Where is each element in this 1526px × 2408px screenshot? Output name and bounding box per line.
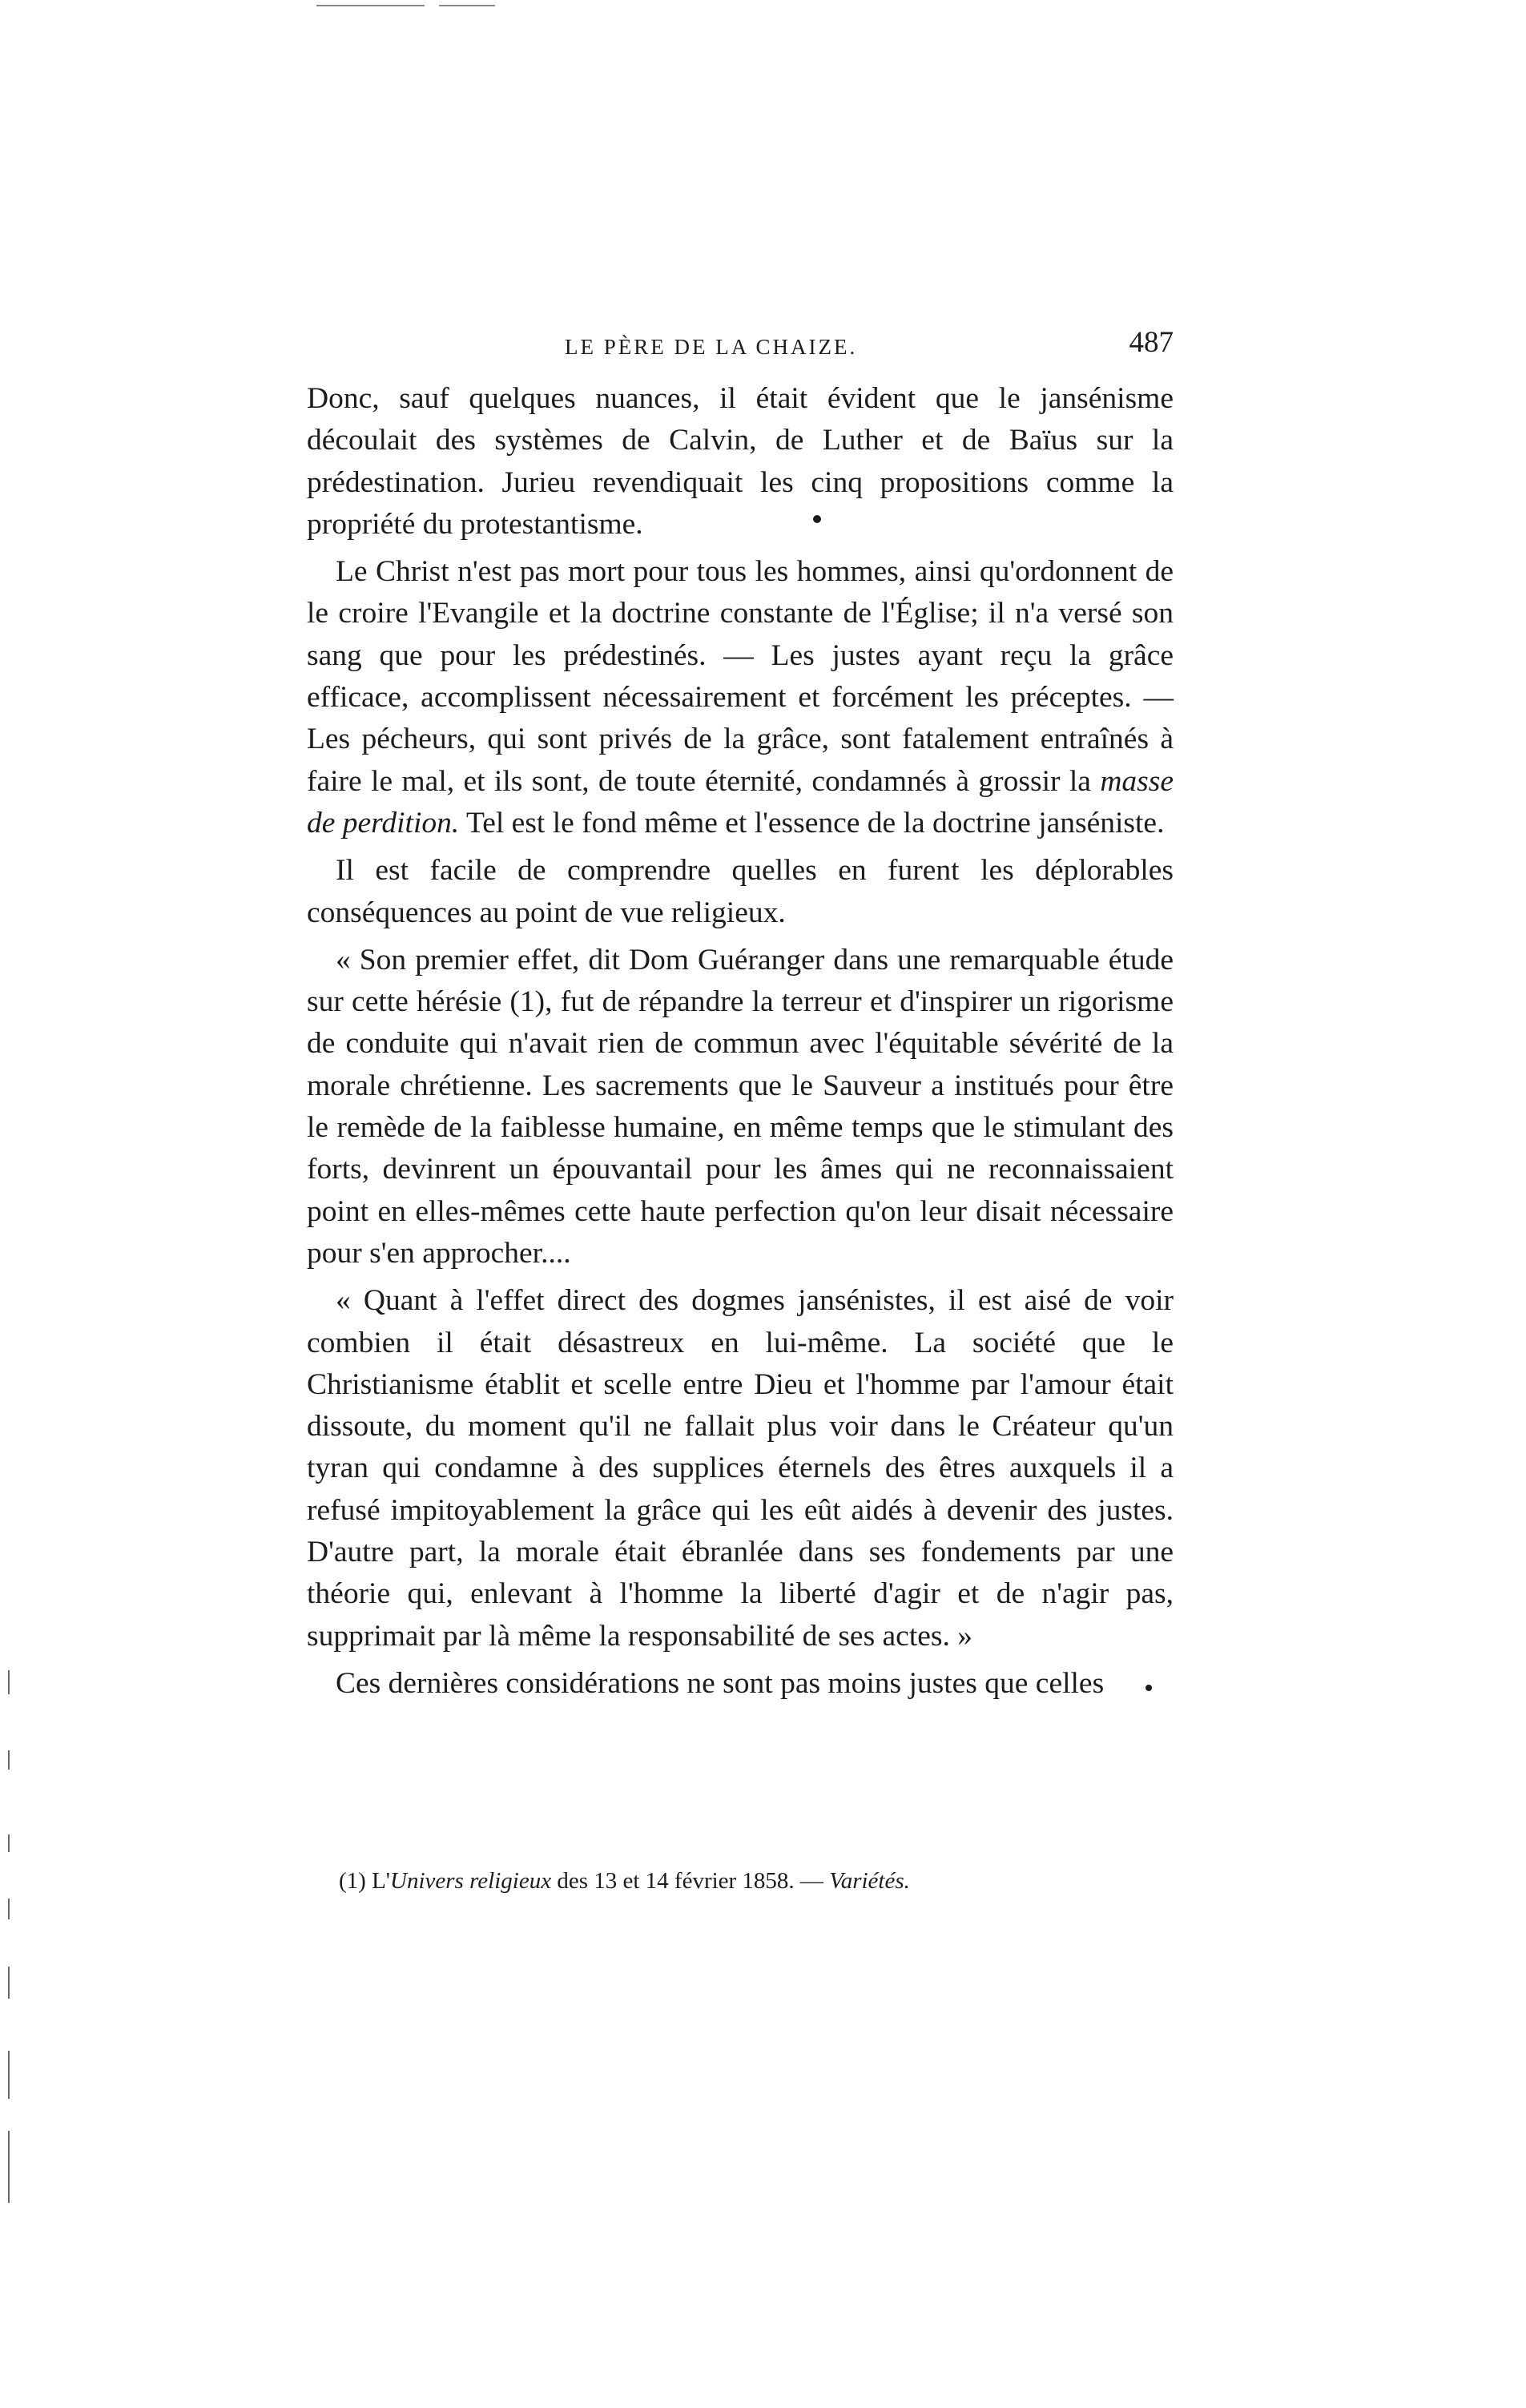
footnote-marker: (1) L' — [339, 1868, 391, 1894]
margin-scan-mark — [8, 2131, 10, 2203]
footnote-section: Variétés. — [829, 1868, 910, 1894]
paragraph-text: « Quant à l'effet direct des dogmes jansénistes, il est aisé de voir combien il était désastreux en lui-même. La société que le Christianisme établit et scelle entre Dieu et l'homme par l'amour était dissoute, du moment qu'il ne fallait plus voir dans le Créateur qu'un tyran qui condamne à des supplices éternels des êtres auxquels il a refusé impitoyablement la grâce qui les eût aidés à devenir des justes. D'autre part, la morale était ébranlée dans ses fondements par une théorie qui, enlevant à l'homme la liberté d'agir et de n'agir pas, supprimait par là même la responsabilité de ses actes. » — [307, 1284, 1174, 1653]
footnote — [339, 1865, 1174, 1897]
paragraph — [307, 940, 1174, 1274]
paragraph-text: Le Christ n'est pas mort pour tous les hommes, ainsi qu'ordonnent de le croire l'Evangile et la doctrine constante de l'Église; il n'a versé son sang que pour les prédestinés. — Les justes ayant reçu la grâce efficace, accomplissent nécessairement et forcément les préceptes. — Les pécheurs, qui sont privés de la grâce, sont fatalement entraînés à faire le mal, et ils sont, de toute éternité, condamnés à grossir la — [307, 555, 1174, 798]
paragraph — [307, 378, 1174, 546]
top-scan-rule — [439, 5, 495, 6]
paragraph-text: « Son premier effet, dit Dom Guéranger dans une remarquable étude sur cette hérésie (1), fut de répandre la terreur et d'inspirer un rigorisme de conduite qui n'avait rien de commun avec l'équitable sévérité de la morale chrétienne. Les sacrements que le Sauveur a institués pour être le remède de la faiblesse humaine, en même temps que le stimulant des forts, devinrent un épouvantail pour les âmes qui ne reconnaissaient point en elles-mêmes cette haute perfection qu'on leur disait nécessaire pour s'en approcher.... — [307, 943, 1174, 1270]
italic-phrase: masse de perdition. — [307, 764, 1174, 840]
paragraph-text: Ces dernières considérations ne sont pas moins justes que celles — [336, 1666, 1105, 1700]
paragraph — [307, 551, 1174, 844]
margin-scan-mark — [8, 1899, 10, 1919]
page-number: 487 — [1129, 326, 1174, 359]
paragraph — [307, 1663, 1174, 1705]
margin-scan-mark — [8, 2051, 10, 2099]
body-text — [307, 378, 1174, 1710]
paragraph-text: Tel est le fond même et l'essence de la doctrine janséniste. — [459, 806, 1165, 840]
paragraph-text: Il est facile de comprendre quelles en furent les déplorables conséquences au point de vue religieux. — [307, 854, 1174, 929]
ink-speck — [1146, 1685, 1152, 1691]
margin-scan-mark — [8, 1834, 10, 1852]
margin-scan-mark — [8, 1750, 10, 1770]
margin-scan-mark — [8, 1670, 10, 1694]
running-head: LE PÈRE DE LA CHAIZE. — [565, 335, 858, 359]
ink-speck — [813, 515, 821, 523]
footnote-title: Univers religieux — [390, 1868, 552, 1894]
paragraph — [307, 1280, 1174, 1657]
margin-scan-mark — [8, 1967, 10, 1999]
footnote-text: des 13 et 14 février 1858. — — [551, 1868, 830, 1894]
page-header — [307, 325, 1174, 373]
paragraph-text: Donc, sauf quelques nuances, il était évident que le jansénisme découlait des systèmes de Calvin, de Luther et de Baïus sur la prédestination. Jurieu revendiquait les cinq propositions comme la propriété du protestantisme. — [307, 382, 1174, 541]
paragraph — [307, 850, 1174, 934]
top-scan-rule — [316, 5, 425, 6]
